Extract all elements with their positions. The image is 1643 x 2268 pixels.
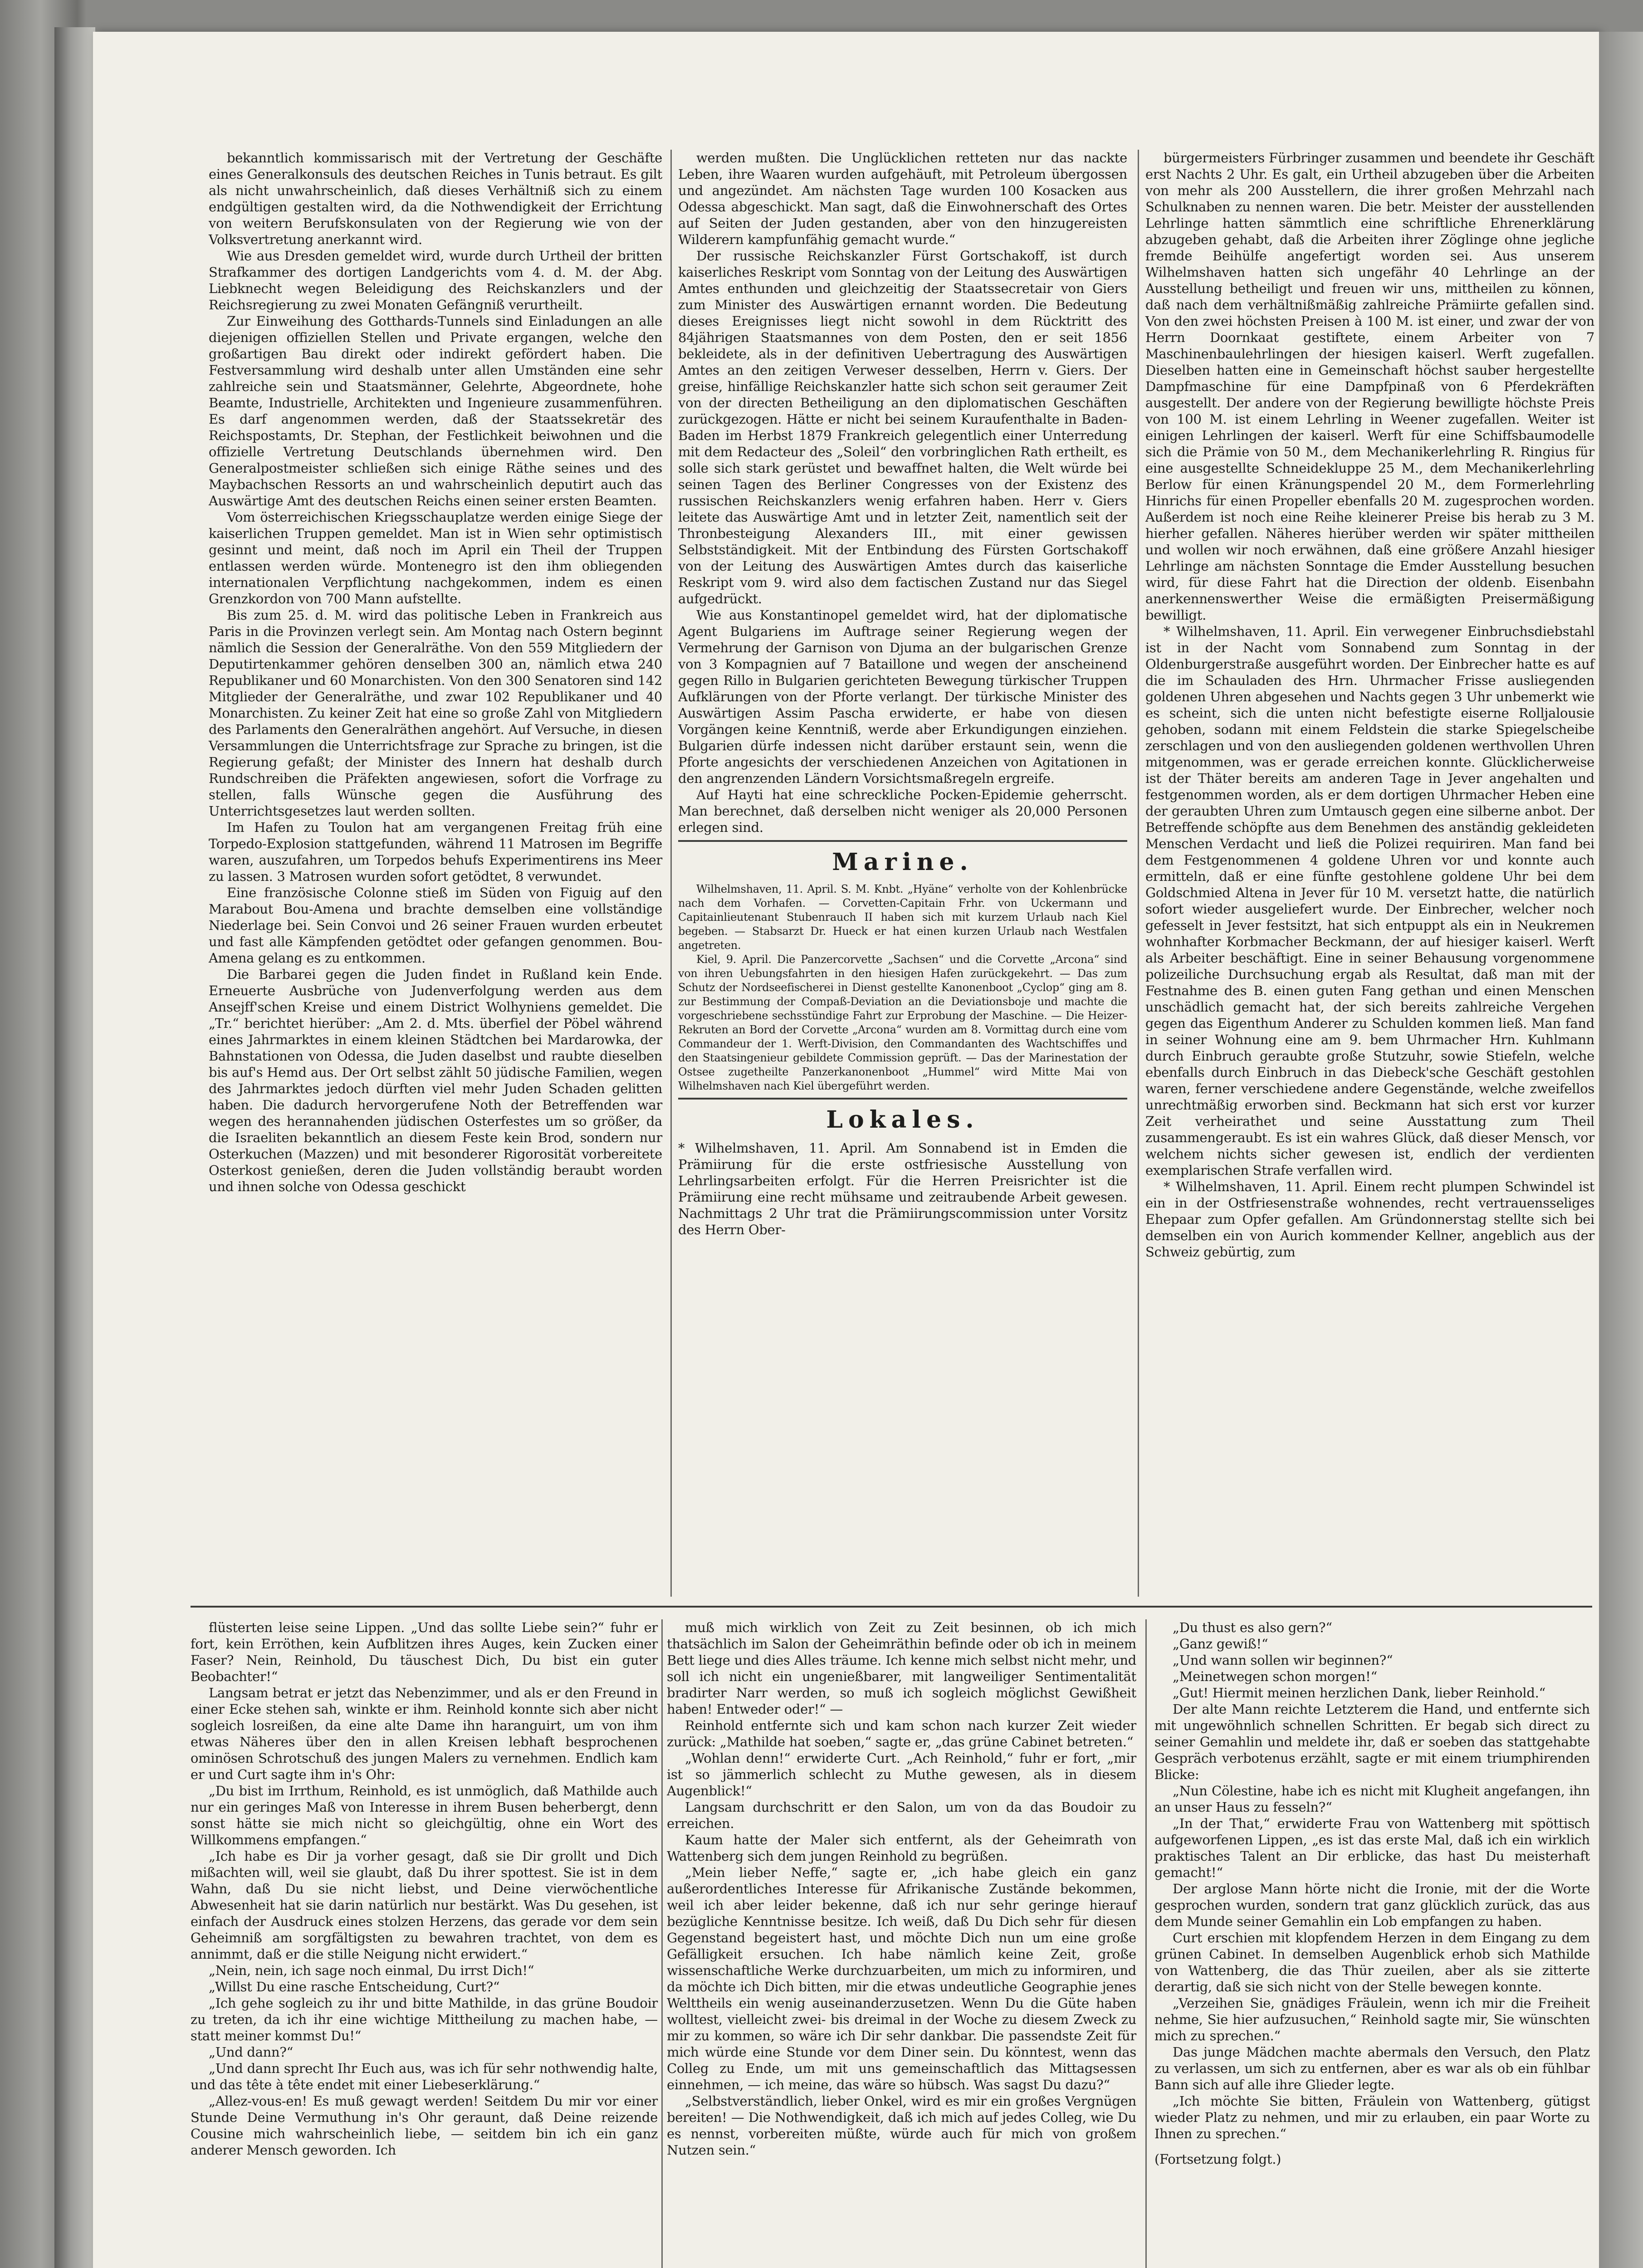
news-paragraph: Im Hafen zu Toulon hat am vergangenen Freitag früh eine Torpedo-Explosion stattgefunden, während 11 Matrosen im Begriffe waren, auszufahren, um Torpedos behufs Experimentirens ins Meer zu lassen. 3 Matrosen wurden sofort getödtet, 8 verwundet.: [209, 820, 662, 884]
feuilleton-paragraph: „Wohlan denn!“ erwiderte Curt. „Ach Reinhold,“ fuhr er fort, „mir ist so jämmerlich schlecht zu Muthe gewesen, als in diesem Augenblick!“: [667, 1750, 1136, 1799]
feuilleton-paragraph: Reinhold entfernte sich und kam schon nach kurzer Zeit wieder zurück: „Mathilde hat soeben,“ sagte er, „das grüne Cabinet betreten.“: [667, 1718, 1136, 1750]
feuilleton-column-2: [667, 1619, 1136, 2158]
news-column-2: [678, 150, 1127, 1601]
news-paragraph: Die Barbarei gegen die Juden findet in Rußland kein Ende. Erneuerte Ausbrüche von Judenverfolgung werden aus dem Ansejff'schen Kreise und einem District Wolhyniens gemeldet. Die „Tr.“ berichtet hierüber: „Am 2. d. Mts. überfiel der Pöbel während eines Jahrmarktes in einem kleinen Städtchen bei Mardarowka, der Bahnstationen von Odessa, die Juden daselbst und raubte dieselben bis auf's Hemd aus. Der Ort selbst zählt 50 jüdische Familien, wegen des Jahrmarktes jedoch dürften viel mehr Juden Schaden gelitten haben. Die dadurch hervorgerufene Noth der Betreffenden war wegen des herannahenden jüdischen Osterfestes um so größer, da die Israeliten bekanntlich an diesem Feste kein Brod, sondern nur Osterkuchen (Mazzen) und mit besonderer Rigorosität vorbereitete Osterkost genießen, deren die Juden vollständig beraubt worden und ihnen solche von Odessa geschickt: [209, 967, 662, 1194]
section-rule: [678, 840, 1127, 842]
feuilleton-paragraph: „Nun Cölestine, habe ich es nicht mit Klugheit angefangen, ihn an unser Haus zu fesseln?“: [1154, 1783, 1590, 1815]
feuilleton-paragraph: Der alte Mann reichte Letzterem die Hand, und entfernte sich mit ungewöhnlich schnellen Schritten. Er begab sich direct zu seiner Gemahlin und meldete ihr, daß er soeben das stattgehabte Gespräch verbotenus erzählt, sagte er mit einem triumphirenden Blicke:: [1154, 1701, 1590, 1782]
feuilleton-paragraph: „Allez-vous-en! Es muß gewagt werden! Seitdem Du mir vor einer Stunde Deine Vermuthung in's Ohr geraunt, daß Deine reizende Cousine mich wahrscheinlich liebe, — seitdem bin ich ein ganz anderer Mensch geworden. Ich: [191, 2093, 658, 2158]
news-column-3: [1145, 150, 1594, 1601]
news-paragraph: Auf Hayti hat eine schreckliche Pocken-Epidemie geherrscht. Man berechnet, daß derselben nicht weniger als 20,000 Personen erlegen sind.: [678, 787, 1127, 835]
feuilleton-paragraph: „Ganz gewiß!“: [1173, 1636, 1268, 1652]
feuilleton-divider: [191, 1606, 1592, 1608]
feuilleton-paragraph: flüsterten leise seine Lippen. „Und das sollte Liebe sein?“ fuhr er fort, kein Erröthen, kein Aufblitzen ihres Auges, kein Zucken einer Faser? Nein, Reinhold, Du täuschest Dich, Du bist ein guter Beobachter!“: [191, 1620, 658, 1684]
feuilleton-paragraph: „Und wann sollen wir beginnen?“: [1173, 1652, 1393, 1668]
feuilleton-paragraph: „Gut! Hiermit meinen herzlichen Dank, lieber Reinhold.“: [1173, 1685, 1546, 1701]
feuilleton-paragraph: „Ich möchte Sie bitten, Fräulein von Wattenberg, gütigst wieder Platz zu nehmen, und mir zu erlauben, ein paar Worte zu Ihnen zu sprechen.“: [1154, 2093, 1590, 2141]
column-rule: [1138, 150, 1139, 1597]
marine-paragraph: Kiel, 9. April. Die Panzercorvette „Sachsen“ und die Corvette „Arcona“ sind von ihren Uebungsfahrten in den hiesigen Hafen zurückgekehrt. — Das zum Schutz der Nordseefischerei in Dienst gestellte Kanonenboot „Cyclop“ ging am 8. zur Bestimmung der Compaß-Deviation an die Deviationsboje und machte die vorgeschriebene sechsstündige Fahrt zur Erprobung der Maschine. — Die Heizer-Rekruten an Bord der Corvette „Arcona“ wurden am 8. Vormittag durch eine vom Commandeur der 1. Werft-Division, den Commandanten des Wachtschiffes und den Staatsingenieur gebildete Commission geprüft. — Das der Marinestation der Ostsee zugetheilte Panzerkanonenboot „Hummel“ wird Mitte Mai von Wilhelmshaven nach Kiel übergeführt werden.: [678, 953, 1127, 1092]
feuilleton-paragraph: „Nein, nein, ich sage noch einmal, Du irrst Dich!“: [209, 1963, 534, 1978]
news-paragraph: Bis zum 25. d. M. wird das politische Leben in Frankreich aus Paris in die Provinzen verlegt sein. Am Montag nach Ostern beginnt nämlich die Session der Generalräthe. Von den 559 Mitgliedern der Deputirtenkammer gehören denselben 300 an, nämlich etwa 240 Republikaner und 60 Monarchisten. Von den 300 Senatoren sind 142 Mitglieder der Generalräthe, und zwar 102 Republikaner und 40 Monarchisten. Zu keiner Zeit hat eine so große Zahl von Mitgliedern des Parlaments den Generalräthen angehört. Auf Versuche, in diesen Versammlungen die Unterrichtsfrage zur Sprache zu bringen, ist die Regierung gefaßt; der Minister des Innern hat deshalb durch Rundschreiben die Präfekten angewiesen, sofort die Vorfrage zu stellen, falls Wünsche gegen die Ausführung des Unterrichtsgesetzes laut werden sollten.: [209, 607, 663, 819]
news-paragraph: * Wilhelmshaven, 11. April. Ein verwegener Einbruchsdiebstahl ist in der Nacht vom Sonnabend zum Sonntag in der Oldenburgerstraße ausgeführt worden. Der Einbrecher hatte es auf die im Schauladen des Hrn. Uhrmacher Frisse ausliegenden goldenen Uhren abgesehen und Nachts gegen 3 Uhr unbemerkt wie es scheint, sich die unten nicht befestigte eiserne Rolljalousie gehoben, sodann mit einem Feldstein die starke Spiegelscheibe zerschlagen und von den ausliegenden goldenen werthvollen Uhren mitgenommen, was er gerade erreichen konnte. Glücklicherweise ist der Thäter bereits am anderen Tage in Jever angehalten und festgenommen worden, als er dem dortigen Uhrmacher Heben eine der geraubten Uhren zum Umtausch gegen eine silberne anbot. Der Betreffende schöpfte aus dem Benehmen des anständig gekleideten Menschen Verdacht und ließ die Polizei requiriren. Man fand bei dem Festgenommenen 4 goldene Uhren vor und konnte auch ermitteln, daß er eine fünfte gestohlene goldene Uhr bei dem Goldschmied Altena in Jever für 10 M. versetzt hatte, die natürlich sofort wieder ausgeliefert wurde. Der Einbrecher, welcher noch gefesselt in Jever festsitzt, hat sich entpuppt als ein in Neukremen wohnhafter Korbmacher Beckmann, der auf hiesiger kaiserl. Werft als Arbeiter beschäftigt. Eine in seiner Behausung vorgenommene polizeiliche Durchsuchung ergab als Resultat, daß man mit der Festnahme des B. einen guten Fang gethan und einen Menschen unschädlich gemacht hat, der sich bereits zahlreiche Vergehen gegen das Eigenthum Anderer zu Schulden kommen ließ. Man fand in seiner Wohnung eine am 9. bem Uhrmacher Hrn. Kuhlmann durch Einbruch geraubte große Stutzuhr, sowie Stiefeln, welche ebenfalls durch Einbruch in das Diebeck'sche Geschäft gestohlen waren, ferner verschiedene andere Gegenstände, welche zweifellos unrechtmäßig erworben sind. Beckmann hat sich erst vor kurzer Zeit verheirathet und seine Ausstattung zum Theil zusammengeraubt. Es ist ein wahres Glück, daß dieser Mensch, vor welchem nichts sicher gewesen ist, endlich der verdienten exemplarischen Strafe verfallen wird.: [1145, 624, 1594, 1178]
marine-heading: Marine.: [832, 848, 973, 876]
feuilleton-column-3: [1154, 1619, 1590, 2167]
feuilleton-paragraph: „Und dann?“: [209, 2044, 293, 2060]
news-paragraph: werden mußten. Die Unglücklichen retteten nur das nackte Leben, ihre Waaren wurden aufgehäuft, mit Petroleum übergossen und angezündet. Am nächsten Tage wurden 100 Kosacken aus Odessa abgeschickt. Man sagt, daß die Einwohnerschaft des Ortes auf Seiten der Juden gestanden, aber von den hinzugereisten Wilderern kampfunfähig gemacht wurde.“: [678, 150, 1127, 247]
section-rule: [678, 1098, 1127, 1100]
feuilleton-paragraph: „Selbstverständlich, lieber Onkel, wird es mir ein großes Vergnügen bereiten! — Die Nothwendigkeit, daß ich mich auf jedes Colleg, wie Du es nennst, vorbereiten müßte, würde auch für mich von großem Nutzen sein.“: [667, 2093, 1136, 2158]
column-rule: [1145, 1619, 1147, 2268]
feuilleton-paragraph: „Mein lieber Neffe,“ sagte er, „ich habe gleich ein ganz außerordentliches Interesse für Afrikanische Zustände bekommen, weil ich aber leider bekenne, daß ich nur sehr geringe hierauf bezügliche Kenntnisse besitze. Ich weiß, daß Du Dich sehr für diesen Gegenstand begeistert hast, und möchte Dich nun um eine große Gefälligkeit ersuchen. Ich habe nämlich keine Zeit, große wissenschaftliche Werke durchzuarbeiten, um mich zu informiren, und da möchte ich Dich bitten, mir die etwas undeutliche Geographie jenes Welttheils ein wenig auseinanderzusetzen. Wenn Du die Güte haben wolltest, vielleicht zwei- bis dreimal in der Woche zu diesem Zweck zu mir zu kommen, so wäre ich Dir sehr dankbar. Die passendste Zeit für mich würde eine Stunde vor dem Diner sein. Du könntest, wenn das Colleg zu Ende, um mit uns gemeinschaftlich das Mittagsessen einnehmen, — ich meine, das wäre so hübsch. Was sagst Du dazu?“: [667, 1865, 1136, 2092]
column-rule: [670, 150, 672, 1597]
feuilleton-paragraph: Das junge Mädchen machte abermals den Versuch, den Platz zu verlassen, um sich zu entfernen, aber es war als ob ein fühlbar Bann sich auf alle ihre Glieder legte.: [1154, 2044, 1590, 2092]
feuilleton-paragraph: „Willst Du eine rasche Entscheidung, Curt?“: [209, 1979, 500, 1994]
news-paragraph: Wie aus Konstantinopel gemeldet wird, hat der diplomatische Agent Bulgariens im Auftrage seiner Regierung wegen der Vermehrung der Garnison von Djuma an der bulgarischen Grenze von 3 Kompagnien auf 7 Bataillone und wegen der anscheinend gegen Rillo in Bulgarien gerichteten Bewegung türkischer Truppen Aufklärungen von der Pforte verlangt. Der türkische Minister des Auswärtigen Assim Pascha erwiderte, er habe von diesen Vorgängen keine Kenntniß, werde aber Erkundigungen einziehen. Bulgarien dürfe indessen nicht darüber erstaunt sein, wenn die Pforte angesichts der verschiedenen Anzeichen von Agitationen in den angrenzenden Ländern Vorsichtsmaßregeln ergreife.: [678, 607, 1127, 786]
marine-paragraph: Wilhelmshaven, 11. April. S. M. Knbt. „Hyäne“ verholte von der Kohlenbrücke nach dem Vorhafen. — Corvetten-Capitain Frhr. von Uckermann und Capitainlieutenant Stubenrauch II haben sich mit kurzem Urlaub nach Kiel begeben. — Stabsarzt Dr. Hueck er hat einen kurzen Urlaub nach Westfalen angetreten.: [678, 883, 1127, 952]
feuilleton-paragraph: „In der That,“ erwiderte Frau von Wattenberg mit spöttisch aufgeworfenen Lippen, „es ist das erste Mal, daß ich ein wirklich praktisches Talent an Dir erblicke, das hast Du meisterhaft gemacht!“: [1154, 1816, 1590, 1880]
feuilleton-paragraph: „Verzeihen Sie, gnädiges Fräulein, wenn ich mir die Freiheit nehme, Sie hier aufzusuchen,“ Reinhold sagte mir, Sie wünschten mich zu sprechen.“: [1154, 1995, 1590, 2043]
feuilleton-paragraph: Langsam betrat er jetzt das Nebenzimmer, und als er den Freund in einer Ecke stehen sah, winkte er ihm. Reinhold konnte sich aber nicht sogleich losreißen, da eine alte Dame ihn haranguirt, um von ihm etwas Näheres über den in allen Kreisen lebhaft besprochenen ominösen Schrotschuß des jungen Malers zu vernehmen. Endlich kam er und Curt sagte ihm in's Ohr:: [191, 1685, 658, 1782]
feuilleton-paragraph: „Ich habe es Dir ja vorher gesagt, daß sie Dir grollt und Dich mißachten will, weil sie glaubt, daß Du ihrer spottest. Sie ist in dem Wahn, daß Du sie nicht liebst, und Deine vierwöchentliche Abwesenheit hat sie darin natürlich nur bestärkt. Was Du gesehen, ist einfach der Ausdruck eines stolzen Herzens, das gerade vor dem sein Geheimniß am sorgfältigsten zu bewahren trachtet, von dem es annimmt, daß er die stille Neigung nicht erwidert.“: [191, 1848, 658, 1962]
lokales-heading: Lokales.: [826, 1106, 979, 1134]
news-paragraph: bekanntlich kommissarisch mit der Vertretung der Geschäfte eines Generalkonsuls des deutschen Reiches in Tunis betraut. Es gilt als nicht unwahrscheinlich, daß dieses Verhältniß sich zu einem endgültigen gestalten wird, da die Nothwendigkeit der Errichtung von weitern Berufskonsulaten von der Regierung wie von der Volksvertretung anerkannt wird.: [209, 150, 662, 247]
news-paragraph: Vom österreichischen Kriegsschauplatze werden einige Siege der kaiserlichen Truppen gemeldet. Man ist in Wien sehr optimistisch gesinnt und meint, daß noch im April ein Theil der Truppen entlassen werden würde. Montenegro ist den ihm obliegenden internationalen Verpflichtung nachgekommen, indem es einen Grenzkordon von 700 Mann aufstellte.: [209, 509, 662, 606]
lokales-paragraph: * Wilhelmshaven, 11. April. Am Sonnabend ist in Emden die Prämiirung für die erste ostfriesische Ausstellung von Lehrlingsarbeiten erfolgt. Für die Herren Preisrichter ist die Prämiirung eine recht mühsame und zeitraubende Arbeit gewesen. Nachmittags 2 Uhr trat die Prämiirungscommission unter Vorsitz des Herrn Ober-: [678, 1140, 1127, 1237]
feuilleton-column-1: [191, 1619, 658, 2158]
feuilleton-paragraph: „Meinetwegen schon morgen!“: [1173, 1669, 1378, 1684]
news-paragraph: Wie aus Dresden gemeldet wird, wurde durch Urtheil der britten Strafkammer des dortigen Landgerichts vom 4. d. M. der Abg. Liebknecht wegen Beleidigung des Reichskanzlers und der Reichsregierung zu zwei Monaten Gefängniß verurtheilt.: [209, 248, 662, 313]
news-paragraph: * Wilhelmshaven, 11. April. Einem recht plumpen Schwindel ist ein in der Ostfriesenstraße wohnendes, recht vertrauensseliges Ehepaar zum Opfer gefallen. Am Gründonnerstag stellte sich bei demselben ein von Aurich kommender Kellner, angeblich aus der Schweiz gebürtig, zum: [1145, 1179, 1594, 1260]
news-column-1: [209, 150, 662, 1601]
feuilleton-paragraph: Der arglose Mann hörte nicht die Ironie, mit der die Worte gesprochen wurden, sondern trat ganz glücklich zurück, das aus dem Munde seiner Gemahlin ein Lob empfangen zu haben.: [1154, 1881, 1590, 1929]
feuilleton-paragraph: „Du bist im Irrthum, Reinhold, es ist unmöglich, daß Mathilde auch nur ein geringes Maß von Interesse in ihrem Busen beherbergt, denn sonst hätte sie mich nicht so gleichgültig, ohne ein Wort des Willkommens empfangen.“: [191, 1783, 658, 1848]
feuilleton-paragraph: „Und dann sprecht Ihr Euch aus, was ich für sehr nothwendig halte, und das tête à tête endet mit einer Liebeserklärung.“: [191, 2061, 658, 2092]
feuilleton-paragraph: „Ich gehe sogleich zu ihr und bitte Mathilde, in das grüne Boudoir zu treten, da ich ihr eine wichtige Mittheilung zu machen habe, — statt meiner kommst Du!“: [191, 1995, 658, 2043]
feuilleton-paragraph: Kaum hatte der Maler sich entfernt, als der Geheimrath von Wattenberg sich dem jungen Reinhold zu begrüßen.: [667, 1832, 1136, 1864]
news-paragraph: bürgermeisters Fürbringer zusammen und beendete ihr Geschäft erst Nachts 2 Uhr. Es galt, ein Urtheil abzugeben über die Arbeiten von mehr als 200 Ausstellern, die ihrer großen Mehrzahl nach Schulknaben zu nennen waren. Die betr. Meister der ausstellenden Lehrlinge hatten sämmtlich eine schriftliche Ehrenerklärung abzugeben gehabt, daß die Arbeiten ihrer Zöglinge ohne jegliche fremde Beihülfe angefertigt worden sei. Aus unserem Wilhelmshaven hatten sich ungefähr 40 Lehrlinge an der Ausstellung betheiligt und freuen wir uns, mittheilen zu können, daß nach dem verhältnißmäßig zahlreiche Prämiirte gefallen sind. Von den zwei höchsten Preisen à 100 M. ist einer, und zwar der von Herrn Doornkaat gestiftete, einem Arbeiter von 7 Maschinenbaulehrlingen der hiesigen kaiserl. Werft zugefallen. Dieselben hatten eine in Gemeinschaft höchst sauber hergestellte Dampfmaschine für eine Dampfpinaß von 6 Pferdekräften ausgestellt. Der andere von der Regierung bewilligte höchste Preis von 100 M. ist einem Lehrling in Weener zugefallen. Weiter ist einigen Lehrlingen der kaiserl. Werft für eine Schiffsbaumodelle sich die Prämie von 50 M., dem Mechanikerlehrling R. Ringius für eine ausgestellte Schneidekluppe 25 M., dem Mechanikerlehrling Berlow für einen Kränungspendel 20 M., dem Formerlehrling Hinrichs für einen Propeller ebenfalls 20 M. zugesprochen worden. Außerdem ist noch eine Reihe kleinerer Preise bis herab zu 3 M. hierher gefallen. Näheres hierüber werden wir später mittheilen und wollen wir noch erwähnen, daß eine größere Anzahl hiesiger Lehrlinge am nächsten Sonntage die Emder Ausstellung besuchen wird, für diese Fahrt hat die Direction der oldenb. Eisenbahn anerkennenswerther Weise die ermäßigten Preisermäßigung bewilligt.: [1145, 150, 1594, 623]
news-paragraph: Eine französische Colonne stieß im Süden von Figuig auf den Marabout Bou-Amena und brachte demselben eine vollständige Niederlage bei. Sein Convoi und 26 seiner Frauen wurden erbeutet und fast alle Kämpfenden getödtet oder gefangen genommen. Bou-Amena gelang es zu entkommen.: [209, 885, 662, 966]
news-paragraph: Der russische Reichskanzler Fürst Gortschakoff, ist durch kaiserliches Reskript vom Sonntag von der Leitung des Auswärtigen Amtes enthunden und gleichzeitig der Staatssecretair von Giers zum Minister des Auswärtigen ernannt worden. Die Bedeutung dieses Ereignisses liegt nicht sowohl in dem Rücktritt des 84jährigen Staatsmannes von dem Posten, den er seit 1856 bekleidete, als in der definitiven Uebertragung des Auswärtigen Amtes an den zeitigen Verweser desselben, Herrn v. Giers. Der greise, hinfällige Reichskanzler hatte sich schon seit geraumer Zeit von der directen Betheiligung an den diplomatischen Geschäften zurückgezogen. Hätte er nicht bei seinem Kuraufenthalte in Baden-Baden im Herbst 1879 Frankreich gelegentlich einer Unterredung mit dem Redacteur des „Soleil“ den vorbringlichen Rath ertheilt, es solle sich stark gerüstet und bewaffnet halten, die Welt würde bei seinen Tagen des Berliner Congresses von der Existenz des russischen Reichskanzlers wenig erfahren haben. Herr v. Giers leitete das Auswärtige Amt und in letzter Zeit, namentlich seit der Thronbesteigung Alexanders III., mit einer gewissen Selbstständigkeit. Mit der Entbindung des Fürsten Gortschakoff von der Leitung des Auswärtigen Amtes durch das kaiserliche Reskript vom 9. wird also dem factischen Zustand nur das Siegel aufgedrückt.: [678, 248, 1127, 606]
continued-note: (Fortsetzung folgt.): [1154, 2151, 1281, 2167]
feuilleton-paragraph: muß mich wirklich von Zeit zu Zeit besinnen, ob ich mich thatsächlich im Salon der Geheimräthin befinde oder ob ich in meinem Bett liege und dies Alles träume. Ich kenne mich selbst nicht mehr, und soll ich nicht ein ungenießbarer, mit langweiliger Sentimentalität bradirter Narr werden, so muß ich sogleich möglichst Gewißheit haben! Entweder oder!“ —: [667, 1620, 1136, 1717]
feuilleton-paragraph: Langsam durchschritt er den Salon, um von da das Boudoir zu erreichen.: [667, 1799, 1136, 1831]
news-paragraph: Zur Einweihung des Gotthards-Tunnels sind Einladungen an alle diejenigen offiziellen Stellen und Private ergangen, welche den großartigen Bau direkt oder indirekt gefördert haben. Die Festversammlung wird deshalb unter allen Umständen eine sehr zahlreiche sein und Staatsmänner, Gelehrte, Abgeordnete, hohe Beamte, Industrielle, Architekten und Ingenieure zusammenführen. Es darf angenommen werden, daß der Staatssekretär des Reichspostamts, Dr. Stephan, der Festlichkeit beiwohnen und die offizielle Vertretung Deutschlands übernehmen wird. Den Generalpostmeister schließen sich einige Räthe seines und des Maybachschen Ressorts an und wahrscheinlich deputirt auch das Auswärtige Amt des deutschen Reichs einen seiner ersten Beamten.: [209, 313, 662, 508]
feuilleton-paragraph: „Du thust es also gern?“: [1173, 1620, 1332, 1635]
column-rule: [661, 1619, 663, 2268]
feuilleton-paragraph: Curt erschien mit klopfendem Herzen in dem Eingang zu dem grünen Cabinet. In demselben Augenblick erhob sich Mathilde von Wattenberg, die das Thür zueilen, aber als sie zitterte derartig, daß sie sich nicht von der Stelle bewegen konnte.: [1154, 1930, 1590, 1994]
feuilleton-section: [0, 1619, 1643, 2268]
